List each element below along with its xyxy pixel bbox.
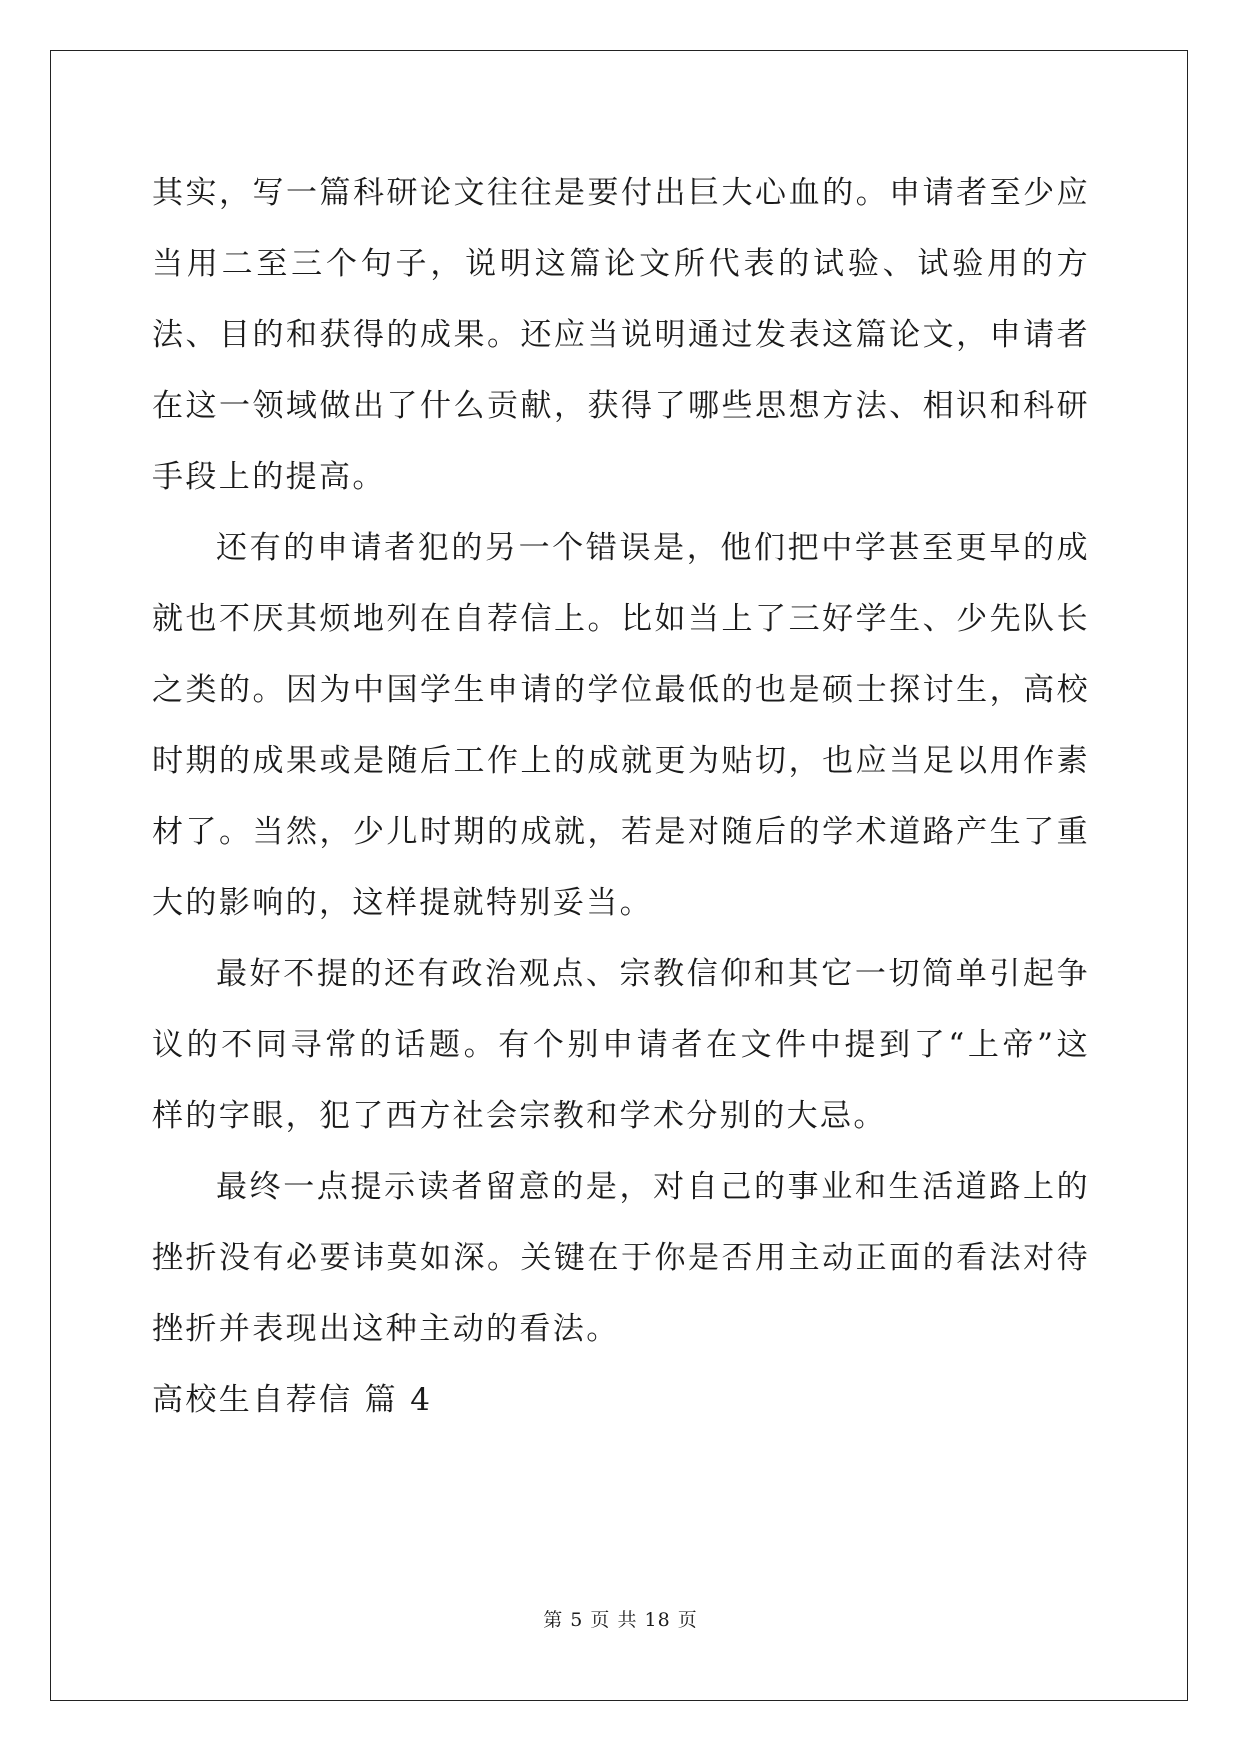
page-number-footer: 第 5 页 共 18 页	[543, 1609, 698, 1631]
document-body	[152, 158, 1090, 1436]
section-heading: 高校生自荐信 篇 4	[152, 1382, 433, 1418]
paragraph-1: 其实，写一篇科研论文往往是要付出巨大心血的。申请者至少应当用二至三个句子，说明这篇论文所代表的试验、试验用的方法、目的和获得的成果。还应当说明通过发表这篇论文，申请者在这一领域做出了什么贡献，获得了哪些思想方法、相识和科研手段上的提高。	[152, 175, 1090, 495]
paragraph-4: 最终一点提示读者留意的是，对自己的事业和生活道路上的挫折没有必要讳莫如深。关键在于你是否用主动正面的看法对待挫折并表现出这种主动的看法。	[152, 1169, 1090, 1347]
paragraph-3: 最好不提的还有政治观点、宗教信仰和其它一切简单引起争议的不同寻常的话题。有个别申请者在文件中提到了“上帝”这样的字眼，犯了西方社会宗教和学术分别的大忌。	[152, 956, 1090, 1134]
paragraph-2: 还有的申请者犯的另一个错误是，他们把中学甚至更早的成就也不厌其烦地列在自荐信上。比如当上了三好学生、少先队长之类的。因为中国学生申请的学位最低的也是硕士探讨生，高校时期的成果或是随后工作上的成就更为贴切，也应当足以用作素材了。当然，少儿时期的成就，若是对随后的学术道路产生了重大的影响的，这样提就特别妥当。	[152, 530, 1090, 921]
